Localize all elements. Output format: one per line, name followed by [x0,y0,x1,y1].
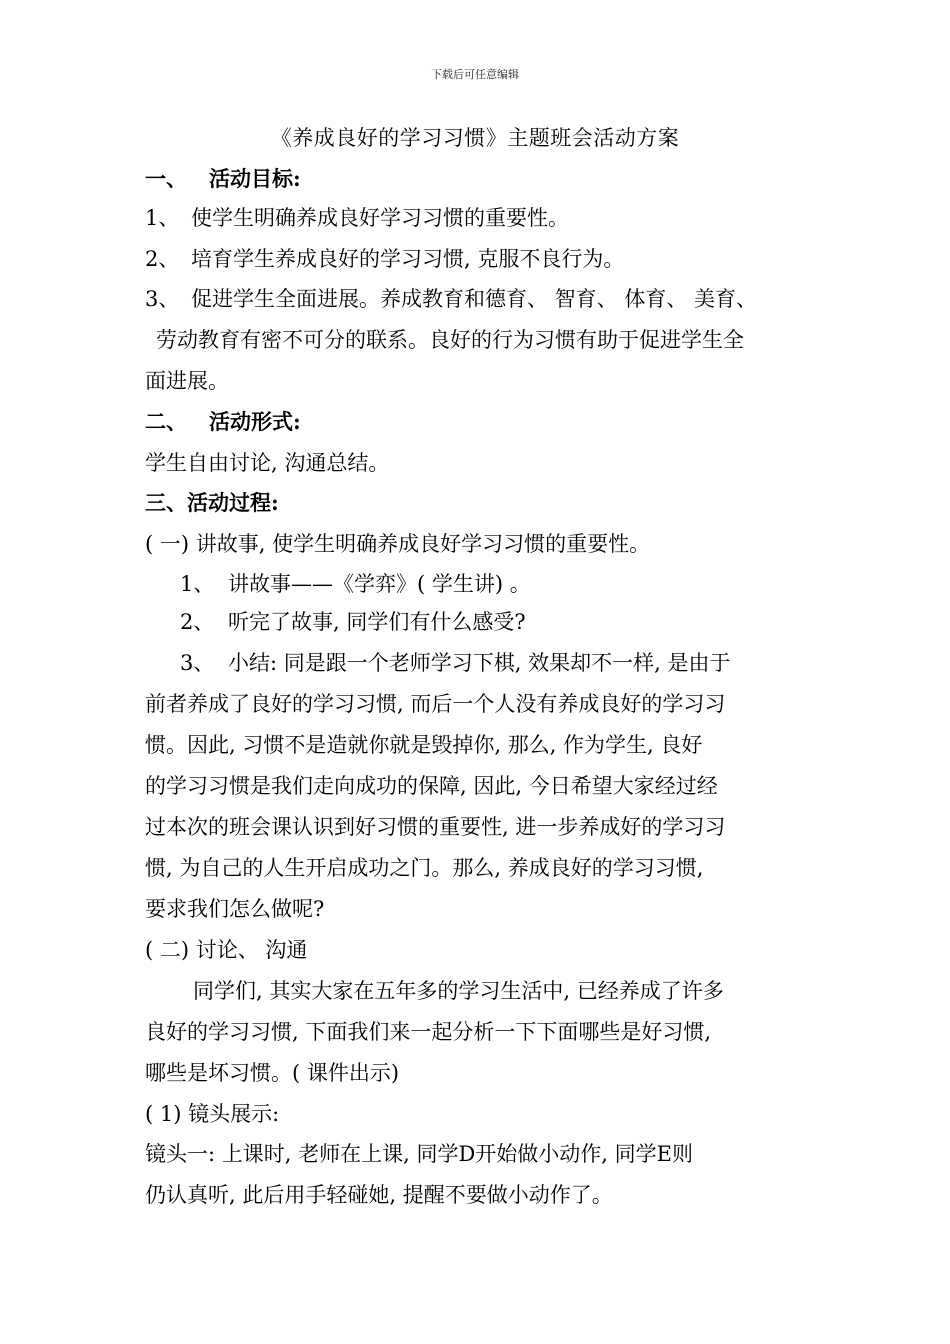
item-text: 听完了故事, 同学们有什么感受? [228,610,526,634]
item-text: 讲故事——《学弈》( 学生讲) 。 [228,572,531,596]
goal-item-2 [145,244,624,274]
part-1-title: ( 一) 讲故事, 使学生明确养成良好学习习惯的重要性。 [145,532,651,556]
item-text: 培育学生养成良好的学习习惯, 克服不良行为。 [191,247,625,271]
summary-line: 的学习习惯是我们走向成功的保障, 因此, 今日希望大家经过经 [145,774,718,798]
discussion-paragraph-line: 同学们, 其实大家在五年多的学习生活中, 已经养成了许多 [193,979,724,1003]
story-item-2 [180,607,526,637]
item-number: 1、 [180,572,215,596]
summary-line: 前者养成了良好的学习习惯, 而后一个人没有养成良好的学习习 [145,692,726,716]
story-item-3 [180,648,730,678]
document-title: 《养成良好的学习习惯》主题班会活动方案 [270,126,680,150]
story-item-1 [180,569,531,599]
item-number: 2、 [145,247,180,271]
section-heading-process: 三、活动过程: [145,490,279,515]
discussion-paragraph-line: 哪些是坏习惯。( 课件出示) [145,1061,400,1085]
section-heading-format [145,407,301,437]
item-text: 使学生明确养成良好学习习惯的重要性。 [191,206,569,230]
item-number: 3、 [145,287,180,311]
summary-line: 惯。因此, 习惯不是造就你就是毁掉你, 那么, 作为学生, 良好 [145,733,703,757]
section-heading-goals [145,164,301,194]
shot-1-line: 镜头一: 上课时, 老师在上课, 同学D开始做小动作, 同学E则 [145,1142,693,1166]
summary-line: 要求我们怎么做呢? [145,897,325,921]
item-number: 3、 [180,651,215,675]
goal-item-3-continued-end: 面进展。 [145,369,229,393]
goal-item-3 [145,284,757,314]
part-2-title: ( 二) 讨论、 沟通 [145,938,308,962]
item-text: 小结: 同是跟一个老师学习下棋, 效果却不一样, 是由于 [228,651,731,675]
section-number: 一、 [145,166,187,191]
section-title: 活动形式: [209,409,301,434]
goal-item-3-continued: 劳动教育有密不可分的联系。良好的行为习惯有助于促进学生全 [156,328,744,352]
summary-line: 过本次的班会课认识到好习惯的重要性, 进一步养成好的学习习 [145,815,726,839]
format-text: 学生自由讨论, 沟通总结。 [145,451,390,475]
subsection-shots: ( 1) 镜头展示: [145,1102,280,1126]
section-number: 二、 [145,409,187,434]
shot-1-line: 仍认真听, 此后用手轻碰她, 提醒不要做小动作了。 [145,1183,613,1207]
item-number: 1、 [145,206,180,230]
item-text: 促进学生全面进展。养成教育和德育、 智育、 体育、 美育、 [191,287,758,311]
page-header-note: 下载后可任意编辑 [431,68,519,81]
discussion-paragraph-line: 良好的学习习惯, 下面我们来一起分析一下下面哪些是好习惯, [145,1020,712,1044]
summary-line: 惯, 为自己的人生开启成功之门。那么, 养成良好的学习习惯, [145,856,704,880]
section-title: 活动目标: [209,166,301,191]
goal-item-1 [145,203,569,233]
item-number: 2、 [180,610,215,634]
